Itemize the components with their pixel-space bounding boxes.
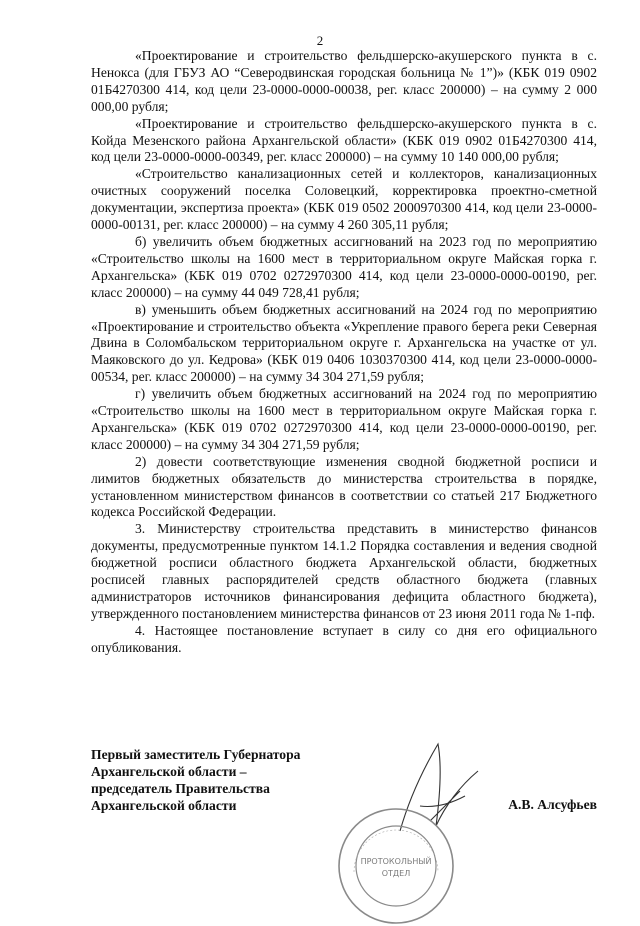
signatory-title-line-4: Архангельской области — [91, 798, 237, 813]
page-number: 2 — [316, 33, 324, 48]
signatory-name: А.В. Алсуфьев — [508, 797, 597, 812]
paragraph-9: 4. Настоящее постановление вступает в силу со дня его официального опубликования. — [91, 622, 597, 655]
signatory-title-line-3: председатель Правительства — [91, 781, 270, 796]
paragraph-1: «Проектирование и строительство фельдшерско-акушерского пункта в с. Ненокса (для ГБУЗ АО “Северодвинская городская больница № 1”)» (КБК 019 0902 01Б4270300 414, код цели 23-0000-0000-00038, рег. класс 200000) – на сумму 2 000 000,00 рубля; — [91, 48, 597, 114]
stamp-seal — [336, 806, 456, 926]
paragraph-3: «Строительство канализационных сетей и коллекторов, канализационных очистных сооружений поселка Соловецкий, корректировка проектно-сметной документации, экспертиза проекта» (КБК 019 0502 2000970300 414, код цели 23-0000-0000-00131, рег. класс 200000) – на сумму 4 260 305,11 рубля; — [91, 166, 597, 233]
paragraph-6: г) увеличить объем бюджетных ассигнований на 2024 год по мероприятию «Строительство школы на 1600 мест в территориальном округе Майская горка г. Архангельска» (КБК 019 0702 0272970300 414, код цели 23-0000-0000-00190, рег. класс 200000) – на сумму 34 304 271,59 рубля; — [91, 386, 597, 452]
svg-text:ОТДЕЛ: ОТДЕЛ — [381, 869, 411, 878]
svg-text:ПРОТОКОЛЬНЫЙ: ПРОТОКОЛЬНЫЙ — [360, 857, 432, 866]
paragraph-5: в) уменьшить объем бюджетных ассигнований на 2024 год по мероприятию «Проектирование и строительство объекта «Укрепление правого берега реки Северная Двина в Соломбальском территориальном округе г. Архангельска на участке от ул. Маяковского до ул. Кедрова» (КБК 019 0406 1030370300 414, код цели 23-0000-0000-00534, рег. класс 200000) – на сумму 34 304 271,59 рубля; — [91, 301, 597, 385]
signatory-title-line-2: Архангельской области – — [91, 764, 247, 779]
paragraph-7: 2) довести соответствующие изменения сводной бюджетной росписи и лимитов бюджетных обязательств до министерства строительства в порядке, установленном министерством финансов в соответствии со статьей 217 Бюджетного кодекса Российской Федерации. — [91, 453, 597, 520]
paragraph-8: 3. Министерству строительства представить в министерство финансов документы, предусмотренные пунктом 14.1.2 Порядка составления и ведения сводной бюджетной росписи областного бюджета Архангельской области, бюджетных росписей главных распорядителей средств областного бюджета (главных администраторов источников финансирования дефицита областного бюджета), утвержденного постановлением министерства финансов от 23 июня 2011 года № 1-пф. — [91, 521, 597, 621]
paragraph-2: «Проектирование и строительство фельдшерско-акушерского пункта в с. Койда Мезенского района Архангельской области» (КБК 019 0902 01Б4270300 414, код цели 23-0000-0000-00349, рег. класс 200000) – на сумму 10 140 000,00 рубля; — [91, 115, 597, 165]
document-body — [91, 48, 597, 657]
signatory-title-line-1: Первый заместитель Губернатора — [91, 747, 301, 762]
paragraph-4: б) увеличить объем бюджетных ассигнований на 2023 год по мероприятию «Строительство школы на 1600 мест в территориальном округе Майская горка г. Архангельска» (КБК 019 0702 0272970300 414, код цели 23-0000-0000-00190, рег. класс 200000) – на сумму 44 049 728,41 рубля; — [91, 233, 597, 300]
